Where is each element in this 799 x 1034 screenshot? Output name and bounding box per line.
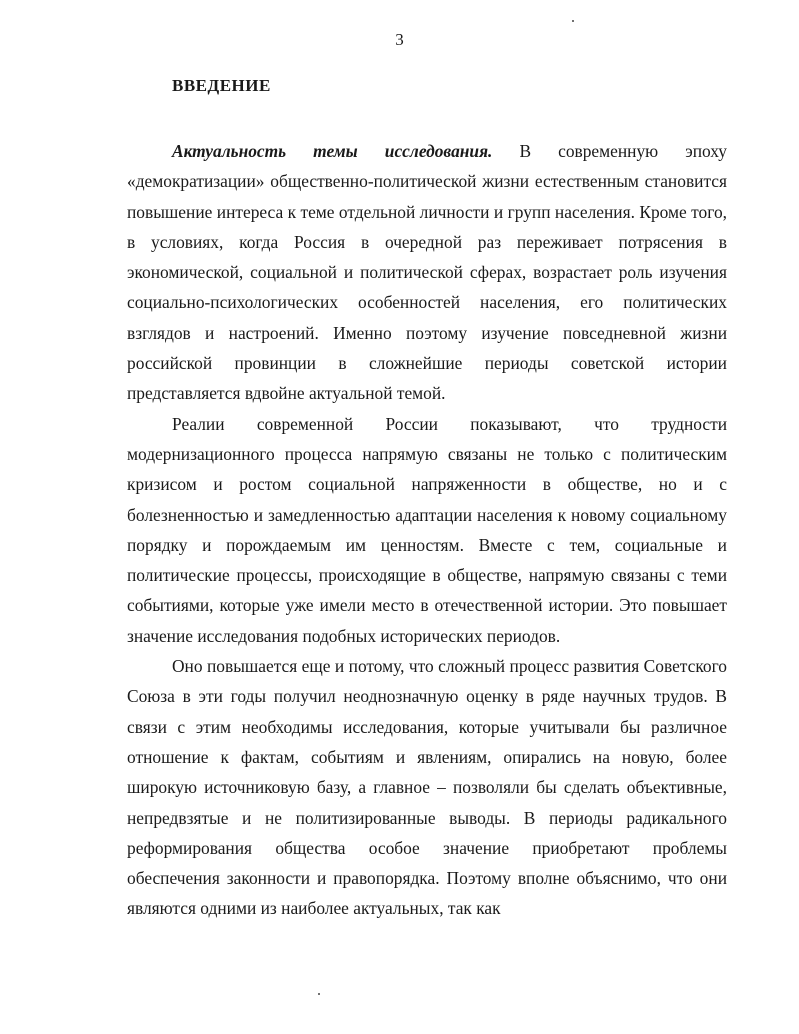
body-text <box>127 136 727 924</box>
paragraph-3 <box>127 651 727 924</box>
paragraph-text: В современную эпоху «демократизации» общественно-политической жизни естественным становится повышение интереса к теме отдельной личности и групп населения. Кроме того, в условиях, когда Россия в очередной раз переживает потрясения в экономической, социальной и политической сферах, возрастает роль изучения социально-психологических особенностей населения, его политических взглядов и настроений. Именно поэтому изучение повседневной жизни российской провинции в сложнейшие периоды советской истории представляется вдвойне актуальной темой. <box>127 141 727 404</box>
paragraph-text: Оно повышается еще и потому, что сложный процесс развития Советского Союза в эти годы получил неоднозначную оценку в ряде научных трудов. В связи с этим необходимы исследования, которые учитывали бы различное отношение к фактам, событиям и явлениям, опирались на новую, более широкую источниковую базу, а главное – позволяли бы сделать объективные, непредвзятые и не политизированные выводы. В периоды радикального реформирования общества особое значение приобретают проблемы обеспечения законности и правопорядка. Поэтому вполне объяснимо, что они являются одними из наиболее актуальных, так как <box>127 656 727 919</box>
scan-speck <box>318 993 320 995</box>
scan-speck <box>572 20 574 22</box>
section-heading: ВВЕДЕНИЕ <box>172 76 271 95</box>
paragraph-2 <box>127 409 727 651</box>
paragraph-1 <box>127 136 727 409</box>
paragraph-text: Реалии современной России показывают, что трудности модернизационного процесса напрямую связаны не только с политическим кризисом и ростом социальной напряженности в обществе, но и с болезненностью и замедленностью адаптации населения к новому социальному порядку и порождаемым им ценностям. Вместе с тем, социальные и политические процессы, происходящие в обществе, напрямую связаны с теми событиями, которые уже имели место в отечественной истории. Это повышает значение исследования подобных исторических периодов. <box>127 413 727 646</box>
paragraph-lead: Актуальность темы исследования. <box>172 141 493 161</box>
page-number: 3 <box>395 30 404 49</box>
